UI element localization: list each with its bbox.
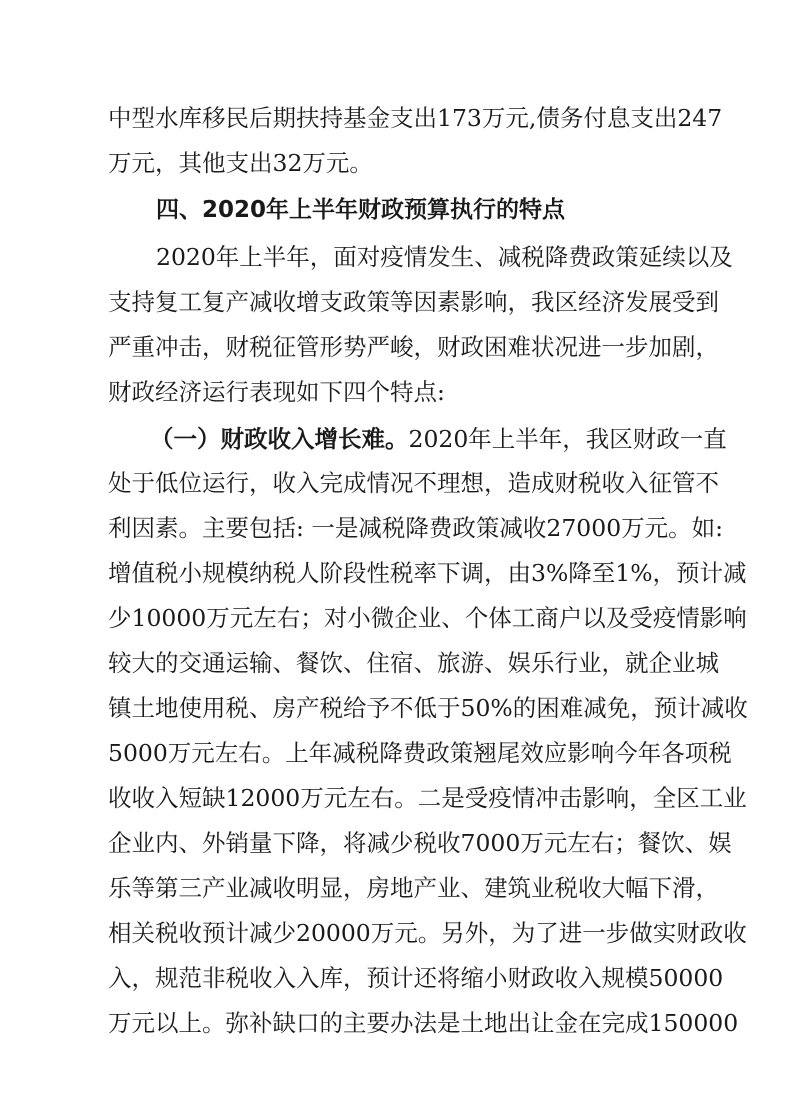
subsection-line — [150, 419, 727, 459]
text-line-19: 相关税收预计减少20000万元。另外，为了进一步做实财政收 — [108, 919, 747, 947]
text-line-11: 增值税小规模纳税人阶段性税率下调，由3%降至1%，预计减 — [108, 559, 747, 587]
text-line-14: 镇土地使用税、房产税给予不低于50%的困难减免，预计减收 — [108, 694, 748, 722]
text-line-1: 中型水库移民后期扶持基金支出173万元,债务付息支出247 — [108, 104, 723, 132]
text-line-6: 严重冲击，财税征管形势严峻，财政困难状况进一步加剧， — [108, 333, 719, 361]
text-line-4: 2020年上半年，面对疫情发生、减税降费政策延续以及 — [156, 243, 733, 271]
text-line-5: 支持复工复产减收增支政策等因素影响，我区经济发展受到 — [108, 288, 719, 316]
text-line-17: 企业内、外销量下降，将减少税收7000万元左右；餐饮、娱 — [108, 829, 732, 857]
text-line-21: 万元以上。弥补缺口的主要办法是土地出让金在完成150000 — [108, 1009, 739, 1037]
text-line-10: 利因素。主要包括: 一是减税降费政策减收27000万元。如: — [108, 514, 724, 542]
text-line-12: 少10000万元左右；对小微企业、个体工商户以及受疫情影响 — [108, 604, 747, 632]
subsection-heading: （一）财政收入增长难。 — [150, 425, 409, 453]
text-line-18: 乐等第三产业减收明显，房地产业、建筑业税收大幅下滑， — [108, 874, 719, 902]
text-line-16: 收收入短缺12000万元左右。二是受疫情冲击影响，全区工业 — [108, 784, 747, 812]
subsection-text: 2020年上半年，我区财政一直 — [408, 425, 727, 453]
section-heading: 四、2020年上半年财政预算执行的特点 — [156, 197, 566, 223]
text-line-13: 较大的交通运输、餐饮、住宿、旅游、娱乐行业，就企业城 — [108, 649, 719, 677]
text-line-20: 入，规范非税收入入库，预计还将缩小财政收入规模50000 — [108, 964, 724, 992]
text-line-15: 5000万元左右。上年减税降费政策翘尾效应影响今年各项税 — [108, 739, 732, 767]
text-line-9: 处于低位运行，收入完成情况不理想，造成财税收入征管不 — [108, 469, 719, 497]
text-line-2: 万元，其他支出32万元。 — [108, 149, 373, 177]
text-line-7: 财政经济运行表现如下四个特点: — [108, 378, 445, 406]
